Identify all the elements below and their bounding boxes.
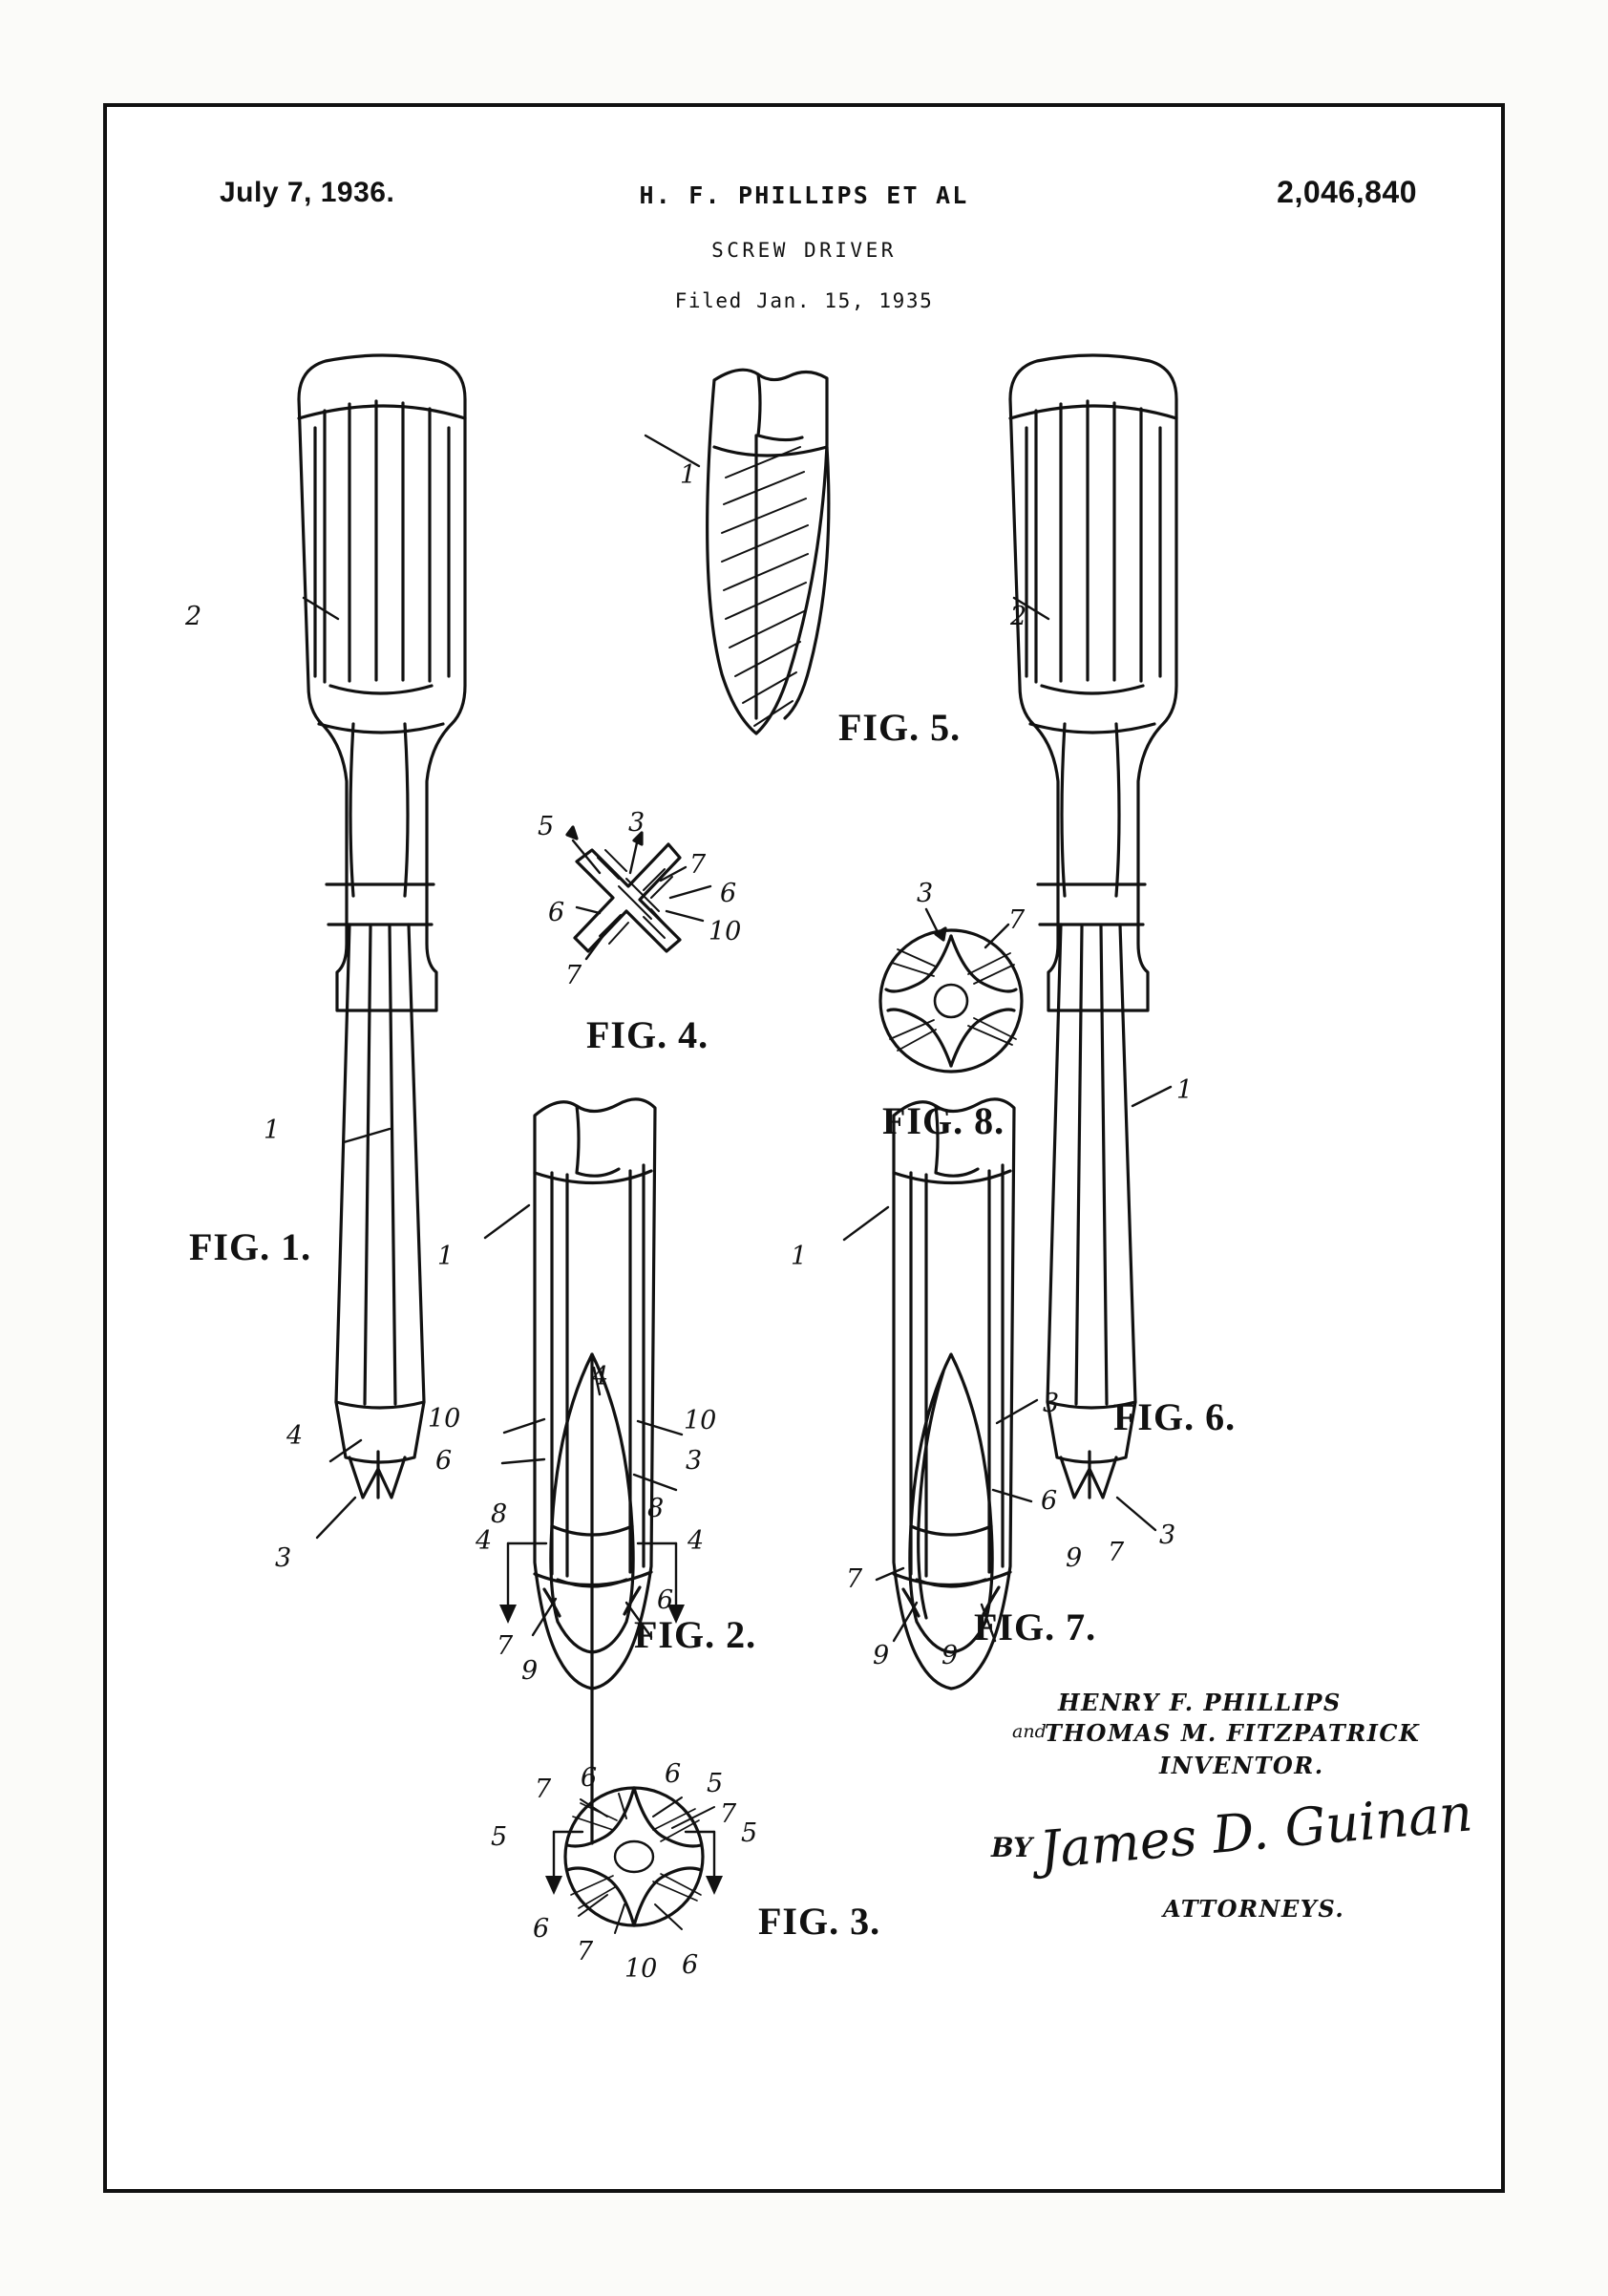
- attorneys-word: ATTORNEYS.: [1163, 1895, 1345, 1923]
- fig7-drawing: [844, 1099, 1037, 1689]
- fig3-label: FIG. 3.: [758, 1900, 881, 1943]
- fig1-label: FIG. 1.: [189, 1225, 312, 1268]
- fig1-ref-3: 3: [275, 1543, 292, 1573]
- fig8-ref-3: 3: [917, 879, 934, 908]
- fig3-ref-7b: 7: [720, 1799, 737, 1829]
- fig6-ref-9: 9: [1066, 1543, 1083, 1573]
- inventor-word: INVENTOR.: [1159, 1752, 1324, 1779]
- fig2-ref-1: 1: [437, 1242, 455, 1271]
- patent-inventors-line: H. F. PHILLIPS ET AL: [639, 181, 969, 209]
- fig3-ref-7c: 7: [577, 1937, 594, 1966]
- fig6-ref-3: 3: [1159, 1520, 1176, 1550]
- fig2-ref-4: 4: [592, 1362, 609, 1392]
- signature-prefix: and: [1012, 1721, 1047, 1742]
- fig3-ref-5a: 5: [707, 1769, 724, 1798]
- fig4-drawing: [567, 827, 710, 959]
- fig7-ref-3: 3: [1043, 1389, 1060, 1418]
- fig3-ref-6b: 6: [665, 1759, 682, 1789]
- fig2-ref-4a: 4: [476, 1526, 493, 1556]
- fig3-ref-6d: 6: [682, 1950, 699, 1980]
- by-word: BY: [991, 1832, 1033, 1863]
- fig8-label: FIG. 8.: [882, 1099, 1005, 1142]
- attorney-signature: James D. Guinan: [1037, 1782, 1475, 1881]
- fig7-ref-9a: 9: [873, 1641, 890, 1670]
- inventor-name-2: THOMAS M. FITZPATRICK: [1045, 1719, 1421, 1747]
- fig5-drawing: [708, 370, 829, 733]
- fig4-ref-7a: 7: [689, 850, 707, 880]
- fig4-ref-3: 3: [628, 808, 645, 838]
- fig3-ref-6a: 6: [581, 1763, 598, 1793]
- fig7-label: FIG. 7.: [974, 1605, 1097, 1648]
- fig6-drawing: [1010, 355, 1176, 1498]
- fig3-drawing: [545, 1788, 723, 1933]
- fig2-ref-3: 3: [686, 1446, 703, 1476]
- fig1-ref-1: 1: [264, 1116, 281, 1145]
- fig2-ref-8b: 8: [647, 1494, 665, 1523]
- fig7-ref-7: 7: [846, 1564, 863, 1594]
- fig4-ref-7b: 7: [565, 961, 582, 990]
- fig3-ref-7a: 7: [535, 1775, 552, 1804]
- patent-date: July 7, 1936.: [220, 177, 395, 208]
- patent-drawings: [103, 103, 1505, 2193]
- fig7-ref-1: 1: [791, 1242, 808, 1271]
- fig3-ref-5b: 5: [491, 1822, 508, 1852]
- fig6-ref-2: 2: [1010, 602, 1027, 631]
- fig4-ref-5: 5: [538, 812, 555, 841]
- fig4-ref-6a: 6: [720, 879, 737, 908]
- fig2-ref-7: 7: [497, 1631, 514, 1661]
- fig4-ref-6b: 6: [548, 898, 565, 927]
- fig5-label: FIG. 5.: [838, 706, 962, 749]
- fig6-leader-1: [1132, 1087, 1171, 1106]
- patent-number: 2,046,840: [1277, 175, 1417, 209]
- fig2-ref-6b: 6: [657, 1585, 674, 1615]
- fig2-ref-8a: 8: [491, 1499, 508, 1529]
- fig6-ref-1: 1: [1176, 1075, 1194, 1105]
- fig5-ref-1: 1: [680, 460, 697, 490]
- patent-filed-date: Filed Jan. 15, 1935: [674, 289, 934, 312]
- fig7-ref-6: 6: [1041, 1486, 1058, 1516]
- inventor-name-1: HENRY F. PHILLIPS: [1058, 1689, 1342, 1716]
- fig8-ref-7: 7: [1008, 905, 1026, 935]
- fig1-leader-2: [304, 598, 338, 619]
- fig8-drawing: [880, 909, 1022, 1072]
- fig3-ref-5c: 5: [741, 1818, 758, 1848]
- fig3-ref-10: 10: [624, 1954, 658, 1984]
- fig7-ref-9b: 9: [942, 1641, 959, 1670]
- fig6-ref-7: 7: [1108, 1538, 1125, 1567]
- fig4-ref-10: 10: [709, 917, 742, 946]
- fig2-ref-10a: 10: [428, 1404, 461, 1434]
- fig2-ref-4b: 4: [688, 1526, 705, 1556]
- fig3-ref-6c: 6: [533, 1914, 550, 1944]
- fig6-label: FIG. 6.: [1113, 1395, 1237, 1438]
- fig6-leader-3: [1117, 1498, 1155, 1530]
- patent-title: SCREW DRIVER: [711, 239, 897, 262]
- fig4-label: FIG. 4.: [586, 1013, 709, 1056]
- fig2-drawing: [485, 1099, 685, 1843]
- fig1-ref-2: 2: [185, 602, 202, 631]
- fig1-drawing: [299, 355, 465, 1498]
- drawing-canvas: [103, 103, 1505, 2193]
- fig1-leader-3: [317, 1498, 355, 1538]
- fig2-label: FIG. 2.: [634, 1613, 757, 1656]
- fig1-ref-4: 4: [286, 1421, 304, 1451]
- fig2-ref-10b: 10: [684, 1406, 717, 1435]
- fig2-ref-9: 9: [521, 1656, 539, 1686]
- fig2-ref-6: 6: [435, 1446, 453, 1476]
